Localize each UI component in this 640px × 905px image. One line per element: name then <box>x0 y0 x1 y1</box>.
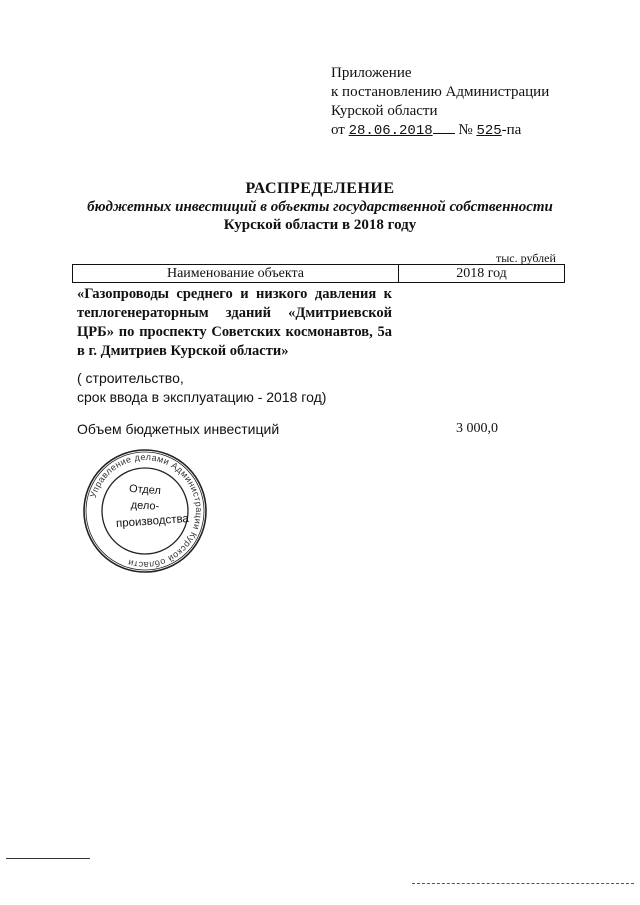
object-name: «Газопроводы среднего и низкого давления к теплогенераторным зданий «Дмитриевской ЦРБ» по проспекту Советских космонавтов, 5а в г. Дмитриев Курской области» <box>77 286 392 359</box>
number-sign: № <box>458 122 473 138</box>
appendix-header <box>331 64 549 141</box>
stamp-line-2: дело- <box>130 499 160 513</box>
investment-volume-label: Объем бюджетных инвестиций <box>77 421 280 437</box>
object-note <box>77 369 326 407</box>
footer-divider-right <box>412 883 634 884</box>
stamp-line-1: Отдел <box>128 482 162 498</box>
object-note-deadline: срок ввода в эксплуатацию - 2018 год) <box>77 389 327 405</box>
appendix-title: Приложение <box>331 65 412 81</box>
date-underline <box>433 121 455 134</box>
table-header <box>72 264 565 283</box>
investment-volume-value: 3 000,0 <box>456 421 498 436</box>
stamp-ring-text: Управление делами Администрации Курской области <box>87 451 205 571</box>
appendix-date-line <box>331 121 549 141</box>
footer-divider-left <box>6 858 90 859</box>
appendix-reference: к постановлению Администрации <box>331 84 550 100</box>
document-title: РАСПРЕДЕЛЕНИЕ <box>245 180 395 197</box>
units-label: тыс. рублей <box>496 251 556 265</box>
number-suffix: -па <box>501 122 522 138</box>
column-header-name: Наименование объекта <box>73 265 399 282</box>
appendix-region: Курской области <box>331 103 438 119</box>
column-header-year: 2018 год <box>456 266 507 281</box>
office-stamp <box>80 446 210 576</box>
stamp-line-3: производства <box>115 512 190 531</box>
document-subtitle-region: Курской области в 2018 году <box>223 217 417 233</box>
stamp-center <box>115 482 190 531</box>
document-subtitle: бюджетных инвестиций в объекты государственной собственности <box>87 199 553 215</box>
date-prefix: от <box>331 122 345 138</box>
decree-date: 28.06.2018 <box>348 123 433 139</box>
decree-number: 525 <box>476 123 502 139</box>
object-note-type: ( строительство, <box>77 370 184 386</box>
